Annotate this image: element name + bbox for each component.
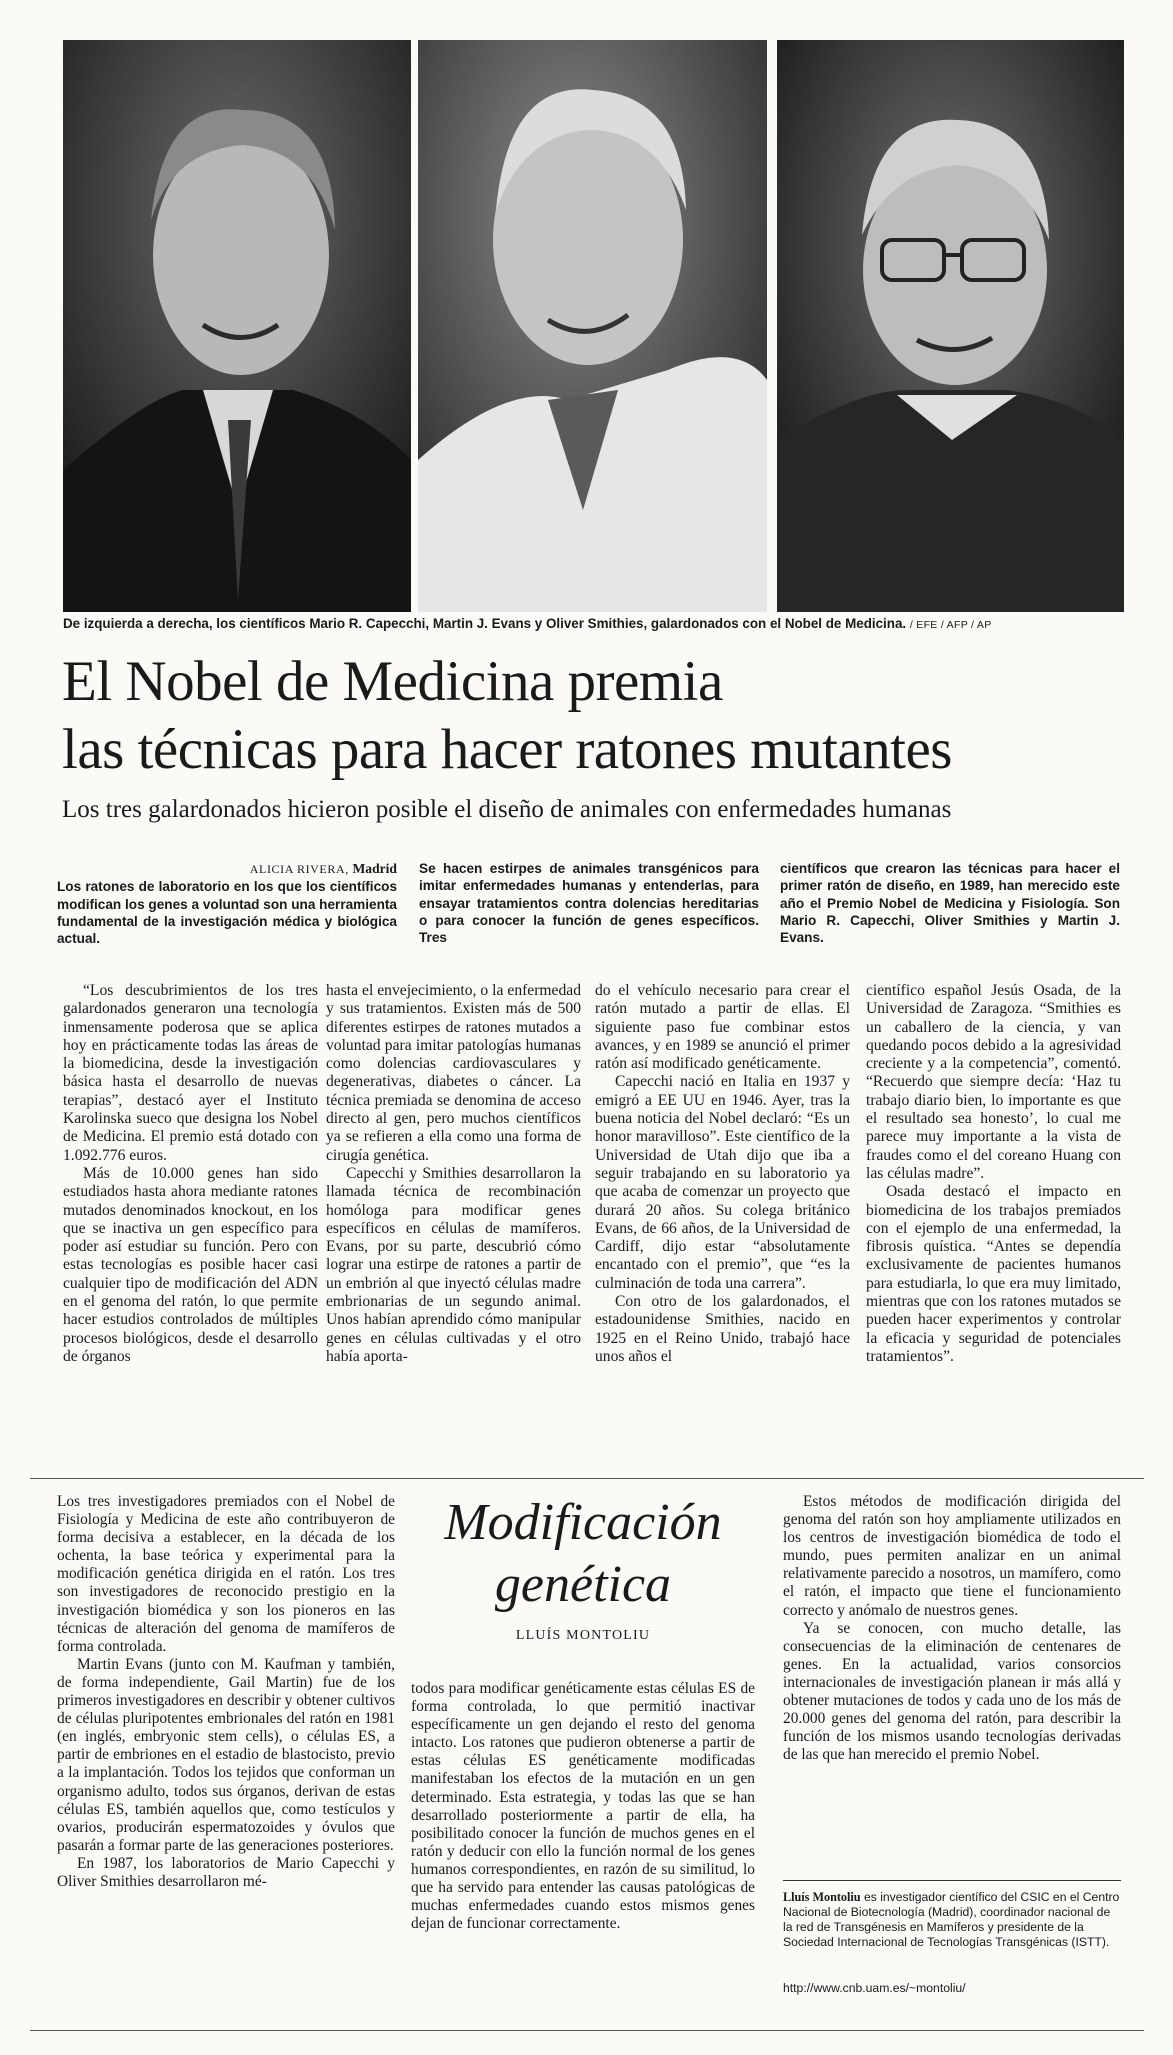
byline [57, 860, 397, 878]
opinion-title-line-1: Modificación [444, 1494, 722, 1551]
bio-text: es investigador científico del CSIC en el Centro Nacional de Biotecnología (Madrid), coordinador nacional de la red de Transgénesis en Mamíferos y presidente de la Sociedad Internacional de Tecnologías Transgénicas (ISTT). [783, 1890, 1120, 1950]
opinion-column-2 [411, 1680, 755, 1933]
headline [62, 648, 1132, 784]
photo-credit: / EFE / AFP / AP [909, 619, 992, 631]
article-paragraph: Capecchi nació en Italia en 1937 y emigró a EE UU en 1946. Ayer, tras la buena noticia del Nobel declaró: “Es un honor maravilloso”. Este científico de la Universidad de Utah dijo que iba a seguir trabajando en su laboratorio ya que acaba de comenzar un proyecto que durará 20 años. Su colega británico Evans, de 66 años, de la Universidad de Cardiff, dijo estar “absolutamente encantado con el premio”, que “es la culminación de toda una carrera”. [595, 1073, 850, 1292]
article-column-3 [595, 982, 850, 1366]
photo-evans [418, 40, 767, 612]
photo-smithies [777, 40, 1124, 612]
article-column-2 [326, 982, 581, 1366]
byline-place: Madrid [352, 861, 397, 876]
lead-column-1 [57, 860, 397, 947]
section-divider [30, 1478, 1144, 1479]
byline-author: ALICIA RIVERA, [249, 862, 349, 876]
opinion-paragraph: Estos métodos de modificación dirigida del genoma del ratón son hoy ampliamente utilizados en los centros de investigación biomédica de todo el mundo, pues permiten analizar en un animal relativamente parecido a nosotros, un mamífero, como el ratón, el impacto que tiene el funcionamiento correcto y anómalo de nuestros genes. [783, 1493, 1121, 1619]
lead-column-3: científicos que crearon las técnicas para hacer el primer ratón de diseño, en 1989, han merecido este año el Premio Nobel de Medicina y Fisiología. Son Mario R. Capecchi, Oliver Smithies y Martin J. Evans. [780, 861, 1120, 946]
lead-column-2: Se hacen estirpes de animales transgénicos para imitar enfermedades humanas y entenderlas, para ensayar tratamientos contra dolencias hereditarias o para conocer la función de genes específicos. Tres [419, 861, 759, 946]
article-column-4 [866, 982, 1121, 1366]
photo-capecchi [63, 40, 411, 612]
article-paragraph: Osada destacó el impacto en biomedicina de los trabajos premiados con el ejemplo de una enfermedad, la fibrosis quística. “Antes se dependía exclusivamente de pacientes humanos para estudiarla, lo que era muy limitado, mientras que con los ratones mutados se pueden hacer experimentos y controlar la eficacia y seguridad de potenciales tratamientos”. [866, 1183, 1121, 1365]
headline-line-1: El Nobel de Medicina premia [62, 650, 723, 713]
subheadline: Los tres galardonados hicieron posible el diseño de animales con enfermedades humanas [62, 796, 952, 823]
article-paragraph: “Los descubrimientos de los tres galardonados generaron una tecnología inmensamente poderosa que se aplica hoy en prácticamente todas las áreas de la biomedicina, desde la investigación básica hasta el desarrollo de nuevas terapias”, destacó ayer el Instituto Karolinska sueco que designa los Nobel de Medicina. El premio está dotado con 1.092.776 euros. [63, 982, 318, 1164]
opinion-paragraph: En 1987, los laboratorios de Mario Capecchi y Oliver Smithies desarrollaron mé- [57, 1854, 395, 1890]
opinion-paragraph: Ya se conocen, con mucho detalle, las consecuencias de la eliminación de centenares de genes. En la actualidad, varios consorcios internacionales de investigación planean ir más allá y obtener mutaciones de todos y cada uno de los más de 20.000 genes del genoma del ratón, para describir la función de los mismos usando tecnologías derivadas de las que han merecido el premio Nobel. [783, 1619, 1121, 1764]
photo-caption [63, 616, 1124, 631]
bio-divider [783, 1880, 1121, 1881]
article-paragraph: científico español Jesús Osada, de la Universidad de Zaragoza. “Smithies es un caballero de la ciencia, y van quedando pocos debido a la agresividad creciente y a la competencia”, comentó. “Recuerdo que siempre decía: ‘Haz tu trabajo diario bien, lo importante es que el resultado sea honesto’, lo cual me parece muy importante a la vista de fraudes como el del coreano Huang con las células madre”. [866, 982, 1121, 1182]
opinion-author: LLUÍS MONTOLIU [515, 1628, 651, 1643]
author-bio [783, 1890, 1121, 1950]
page-bottom-rule [30, 2030, 1144, 2031]
bio-name: Lluís Montoliu [783, 1890, 861, 1904]
caption-text: De izquierda a derecha, los científicos Mario R. Capecchi, Martin J. Evans y Oliver Smithies, galardonados con el Nobel de Medicina. [63, 616, 907, 631]
article-paragraph: hasta el envejecimiento, o la enfermedad y sus tratamientos. Existen más de 500 diferentes estirpes de ratones mutados a voluntad para imitar patologías humanas como dolencias cardiovasculares y degenerativas, diabetes o cáncer. La técnica premiada se denomina de acceso directo al gen, pero muchos científicos ya se refieren a ella como una forma de cirugía genética. [326, 982, 581, 1164]
opinion-title-line-2: genética [494, 1556, 672, 1613]
opinion-title [411, 1492, 755, 1616]
article-paragraph: Con otro de los galardonados, el estadounidense Smithies, nacido en 1925 en el Reino Unido, trabajó hace unos años el [595, 1293, 850, 1365]
opinion-paragraph: todos para modificar genéticamente estas células ES de forma controlada, lo que permitió inactivar específicamente un gen dejando el resto del genoma intacto. Los ratones que pudieron obtenerse a partir de estas células ES genéticamente modificadas manifestaban los efectos de la mutación en un gen determinado. Esta estrategia, y todas las que se han desarrollado posteriormente a partir de ella, ha posibilitado conocer la función de muchos genes en el ratón y deducir con ello la función normal de los genes humanos correspondientes, en razón de su similitud, lo que ha servido para entender las causas patológicas de muchas enfermedades cuando estos mismos genes dejan de funcionar correctamente. [411, 1680, 755, 1933]
article-paragraph: Más de 10.000 genes han sido estudiados hasta ahora mediante ratones mutados denominados knockout, en los que se inactiva un gen específico para poder así estudiar su función. Pero con estas tecnologías es posible hacer casi cualquier tipo de modificación del ADN en el genoma del ratón, lo que permite hacer estudios controlados de múltiples procesos biológicos, desde el desarrollo de órganos [63, 1164, 318, 1365]
author-url[interactable]: http://www.cnb.uam.es/~montoliu/ [783, 1981, 966, 1995]
lead-text-1: Los ratones de laboratorio en los que los científicos modifican los genes a voluntad son una herramienta fundamental de la investigación médica y biológica actual. [57, 879, 397, 947]
opinion-paragraph: Los tres investigadores premiados con el Nobel de Fisiología y Medicina de este año contribuyeron de forma decisiva a establecer, en la década de los ochenta, la base teórica y experimental para la modificación genética dirigida en el ratón. Los tres son investigadores de reconocido prestigio en la investigación biomédica y son los pioneros en las técnicas de alteración del genoma de mamíferos de forma controlada. [57, 1493, 395, 1655]
article-paragraph: do el vehículo necesario para crear el ratón mutado a partir de ellas. El siguiente paso fue combinar estos avances, y en 1989 se anunció el primer ratón así modificado genéticamente. [595, 982, 850, 1073]
headline-line-2: las técnicas para hacer ratones mutantes [62, 718, 952, 781]
opinion-column-3 [783, 1493, 1121, 1764]
opinion-paragraph: Martin Evans (junto con M. Kaufman y también, de forma independiente, Gail Martin) fue de los primeros investigadores en describir y obtener cultivos de células pluripotentes embrionales del ratón en 1981 (en inglés, embryonic stem cells), o células ES, a partir de embriones en el estadio de blastocisto, previo a la implantación. Todos los tejidos que conforman un organismo adulto, todos sus órganos, derivan de estas células ES, también aquellos que, como testículos y ovarios, producirán espermatozoides y óvulos que pasarán a formar parte de las generaciones posteriores. [57, 1655, 395, 1854]
article-column-1 [63, 982, 318, 1366]
opinion-column-1 [57, 1493, 395, 1891]
article-paragraph: Capecchi y Smithies desarrollaron la llamada técnica de recombinación homóloga para modificar genes específicos en células de mamíferos. Evans, por su parte, descubrió cómo lograr una estirpe de ratones a partir de un embrión al que inyectó células madre embrionarias de un segundo animal. Unos habían aprendido cómo manipular genes en células cultivadas y el otro había aporta- [326, 1164, 581, 1365]
